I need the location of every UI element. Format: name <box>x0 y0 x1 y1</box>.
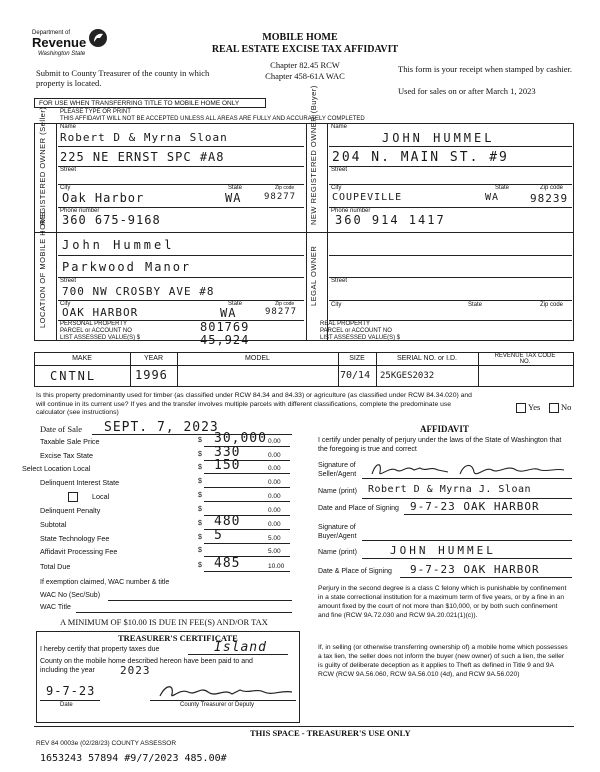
treasurer-line2: County on the mobile home described hereon have been paid to and including the year <box>40 658 253 674</box>
seller-city-label: City <box>60 185 71 191</box>
seller-date-place: 9-7-23 OAK HARBOR <box>410 500 540 513</box>
buyer-zip-label: Zip code <box>540 185 564 191</box>
th-tax-code: REVENUE TAX CODE NO. <box>494 353 556 365</box>
td-year: 1996 <box>135 368 168 382</box>
treasurer-signature <box>156 682 296 702</box>
sale-row-amount: 485 <box>214 556 241 571</box>
treasurer-use-only: THIS SPACE - TREASURER'S USE ONLY <box>250 728 411 738</box>
th-model: MODEL <box>245 355 270 362</box>
treasurer-line1: I hereby certify that property taxes due <box>40 646 160 653</box>
transfer-only-box: FOR USE WHEN TRANSFERRING TITLE TO MOBILE HOME ONLY <box>34 98 266 108</box>
treasurer-county: Island <box>214 640 267 655</box>
td-make: CNTNL <box>50 369 97 383</box>
td-size: 70/14 <box>340 370 371 381</box>
seller-phone: 360 675-9168 <box>62 213 161 227</box>
buyer-name-label: Name <box>331 124 348 130</box>
logo-line2: Revenue <box>32 35 87 50</box>
buyer-zip: 98239 <box>530 192 569 205</box>
seller-side-label: REGISTERED OWNER (Seller) <box>38 106 47 225</box>
yes-checkbox[interactable] <box>516 403 526 413</box>
location-city: OAK HARBOR <box>62 306 139 319</box>
sig-seller-label: Signature of Seller/Agent <box>318 462 357 478</box>
sale-row-label: Excise Tax State <box>40 451 93 460</box>
location-name: John Hummel <box>62 238 175 252</box>
perjury-text: Perjury in the second degree is a class C felony which is punishable by confinement in a state correctional institution for a maximum term of five years, or by a fine in an amount fixed by the court of not more than $10,000, or by both such confinement and fine (RCW 9A.72.030 and RCW 9A.20.021(1)(c)). <box>318 585 567 619</box>
seller-signature <box>368 458 568 480</box>
location-state-label: State <box>228 301 243 307</box>
legal-state-label: State <box>468 302 483 308</box>
type-or-print: PLEASE TYPE OR PRINT <box>60 109 131 115</box>
sale-row-label: Taxable Sale Price <box>40 437 100 446</box>
sale-row-label: Subtotal <box>40 520 67 529</box>
assessed-label-2: LIST ASSESSED VALUE(S) $ <box>320 335 401 341</box>
location-zip: 98277 <box>265 307 298 317</box>
sale-row-label: Delinquent Interest State <box>40 478 120 487</box>
sale-row-amount: 5 <box>214 528 223 543</box>
dollar-sign: $ <box>198 437 202 444</box>
treasurer-date: 9-7-23 <box>46 684 96 698</box>
affidavit-certify: I certify under penalty of perjury under the laws of the State of Washington that the foregoing is true and correct <box>318 437 562 453</box>
dollar-sign: $ <box>198 451 202 458</box>
sale-row-amount: 330 <box>214 445 241 460</box>
buyer-phone: 360 914 1417 <box>335 213 446 227</box>
legal-city-label: City <box>331 302 342 308</box>
seller-date-label: Date and Place of Signing <box>318 505 399 512</box>
seller-print-label: Name (print) <box>318 488 357 495</box>
seller-zip-label: Zip code <box>275 185 295 191</box>
location-street: 700 NW CROSBY AVE #8 <box>62 285 215 298</box>
exemption-label: If exemption claimed, WAC number & title <box>40 579 170 586</box>
used-text: Used for sales on or after March 1, 2023 <box>398 86 536 96</box>
sale-row-label: Select Location Local <box>22 464 91 473</box>
selling-text: If, in selling (or otherwise transferring ownership of) a mobile home which possesses a tax lien, the seller does not inform the buyer (new owner) of such a lien, the seller is guilty of deliberate deception as it applies to Theft as defined in Title 9 and 9A RCW (RCW 9A.56.060, RCW 9A.56.010 (4d), and RCW 9A.56.020) <box>318 644 568 678</box>
cashier-stamp: 1653243 57894 #9/7/2023 485.00# <box>40 753 227 764</box>
buyer-state: WA <box>485 192 500 203</box>
seller-street: 225 NE ERNST SPC #A8 <box>60 150 225 164</box>
sale-row-printed: 0.00 <box>268 465 281 472</box>
location-parcel: 801769 <box>200 320 250 334</box>
dollar-sign: $ <box>198 520 202 527</box>
logo-line1: Department of <box>32 30 71 36</box>
no-label: No <box>561 402 572 412</box>
sale-row-printed: 0.00 <box>268 507 281 514</box>
location-zip-label: Zip code <box>275 301 295 307</box>
date-of-sale: SEPT. 7, 2023 <box>104 420 219 435</box>
revenue-logo-icon <box>88 28 108 48</box>
chapter-rcw: Chapter 82.45 RCW <box>270 60 340 70</box>
buyer-city-label: City <box>331 185 342 191</box>
sale-row-printed: 5.00 <box>268 548 281 555</box>
real-property-label: REAL PROPERTY <box>320 321 371 327</box>
dollar-sign: $ <box>198 506 202 513</box>
dollar-sign: $ <box>198 547 202 554</box>
th-serial: SERIAL NO. or I.D. <box>396 355 458 362</box>
sale-row-printed: 0.00 <box>268 493 281 500</box>
location-park: Parkwood Manor <box>62 260 192 274</box>
parcel-label: PARCEL or ACCOUNT NO <box>60 328 132 334</box>
seller-city: Oak Harbor <box>62 191 145 205</box>
receipt-text: This form is your receipt when stamped by cashier. <box>398 64 572 74</box>
th-year: YEAR <box>143 355 164 362</box>
buyer-phone-label: Phone number <box>331 208 371 214</box>
th-make: MAKE <box>72 355 92 362</box>
sale-row-printed: 10.00 <box>268 563 285 570</box>
sale-row-label: Delinquent Penalty <box>40 506 101 515</box>
sig-buyer-label: Signature of Buyer/Agent <box>318 524 357 540</box>
form-subtitle: REAL ESTATE EXCISE TAX AFFIDAVIT <box>211 44 399 55</box>
treasurer-title: TREASURER'S CERTIFICATE <box>118 633 238 643</box>
buyer-street: 204 N. MAIN ST. #9 <box>332 150 509 165</box>
submit-text: Submit to County Treasurer of the county in which property is located. <box>36 68 210 88</box>
legal-zip-label: Zip code <box>540 302 564 308</box>
buyer-print-label: Name (print) <box>318 549 357 556</box>
td-serial: 25KGES2032 <box>380 371 435 381</box>
dollar-sign: $ <box>198 534 202 541</box>
sale-row-label: Total Due <box>40 562 71 571</box>
buyer-city: COUPEVILLE <box>332 192 403 203</box>
logo-line3: Washington State <box>38 51 86 57</box>
rev-number: REV 84 0003e (02/28/23) COUNTY ASSESSOR <box>36 740 177 747</box>
buyer-print-name: JOHN HUMMEL <box>390 544 496 557</box>
affidavit-title: AFFIDAVIT <box>420 424 469 434</box>
form-title: MOBILE HOME <box>262 32 338 43</box>
dollar-sign: $ <box>198 478 202 485</box>
buyer-street-label: Street <box>331 167 348 173</box>
location-city-label: City <box>60 301 71 307</box>
no-checkbox[interactable] <box>549 403 559 413</box>
sale-row-label: Local <box>92 492 110 501</box>
local-checkbox[interactable] <box>68 492 78 502</box>
sale-row-label: State Technology Fee <box>40 534 110 543</box>
minimum-fee-text: A MINIMUM OF $10.00 IS DUE IN FEE(S) AND/OR TAX <box>60 617 268 627</box>
location-side-label: LOCATION OF MOBILE HOME <box>38 211 47 328</box>
dollar-sign: $ <box>198 562 202 569</box>
buyer-state-label: State <box>495 185 510 191</box>
buyer-name: JOHN HUMMEL <box>382 131 495 145</box>
sale-row-printed: 0.00 <box>268 438 281 445</box>
buyer-date-label: Date & Place of Signing <box>318 568 392 575</box>
sale-row-amount: 30,000 <box>214 431 267 446</box>
location-assessed: 45,924 <box>200 333 250 347</box>
assessed-label: LIST ASSESSED VALUE(S) $ <box>60 335 141 341</box>
sale-row-printed: 0.00 <box>268 521 281 528</box>
seller-name-label: Name <box>60 124 77 130</box>
dollar-sign: $ <box>198 464 202 471</box>
chapter-wac: Chapter 458-61A WAC <box>265 71 345 81</box>
sale-row-printed: 0.00 <box>268 452 281 459</box>
treasurer-sig-label: County Treasurer or Deputy <box>180 702 255 708</box>
dor-logo <box>32 30 112 66</box>
seller-state: WA <box>225 191 242 205</box>
location-street-label: Street <box>60 278 77 284</box>
seller-state-label: State <box>228 185 243 191</box>
personal-property-label: PERSONAL PROPERTY <box>60 321 128 327</box>
seller-name: Robert D & Myrna Sloan <box>60 131 228 144</box>
legal-side-label: LEGAL OWNER <box>309 245 318 306</box>
seller-street-label: Street <box>60 167 77 173</box>
seller-zip: 98277 <box>264 192 297 202</box>
sale-row-amount: 150 <box>214 458 241 473</box>
not-accepted-text: THIS AFFIDAVIT WILL NOT BE ACCEPTED UNLESS ALL AREAS ARE FULLY AND ACCURATELY COMPLETED <box>60 116 365 122</box>
legal-street-label: Street <box>331 278 348 284</box>
yes-label: Yes <box>528 402 541 412</box>
parcel-label-2: PARCEL or ACCOUNT NO <box>320 328 392 334</box>
buyer-date-place: 9-7-23 OAK HARBOR <box>410 563 540 576</box>
sale-row-printed: 5.00 <box>268 535 281 542</box>
seller-phone-label: Phone number <box>60 208 100 214</box>
treasurer-date-label: Date <box>60 702 73 708</box>
treasurer-year: 2023 <box>120 664 151 677</box>
date-of-sale-label: Date of Sale <box>40 424 83 434</box>
seller-print-name: Robert D & Myrna J. Sloan <box>368 484 532 495</box>
buyer-side-label: NEW REGISTERED OWNER (Buyer) <box>309 85 318 225</box>
wac-no-label: WAC No (Sec/Sub) <box>40 592 101 599</box>
sale-row-printed: 0.00 <box>268 479 281 486</box>
th-size: SIZE <box>349 355 365 362</box>
use-question: Is this property predominantly used for timber (as classified under RCW 84.34 and 84.33) or agriculture (as classified under RCW 84.34.020) and will continue in its current use? If yes and the transfer involves multiple parcels with different classifications, complete the predominate use calculator (see instructions) <box>36 392 472 416</box>
sale-row-label: Affidavit Processing Fee <box>40 547 118 556</box>
wac-title-label: WAC Title <box>40 604 71 611</box>
location-state: WA <box>220 306 237 320</box>
sale-row-amount: 480 <box>214 514 241 529</box>
dollar-sign: $ <box>198 492 202 499</box>
